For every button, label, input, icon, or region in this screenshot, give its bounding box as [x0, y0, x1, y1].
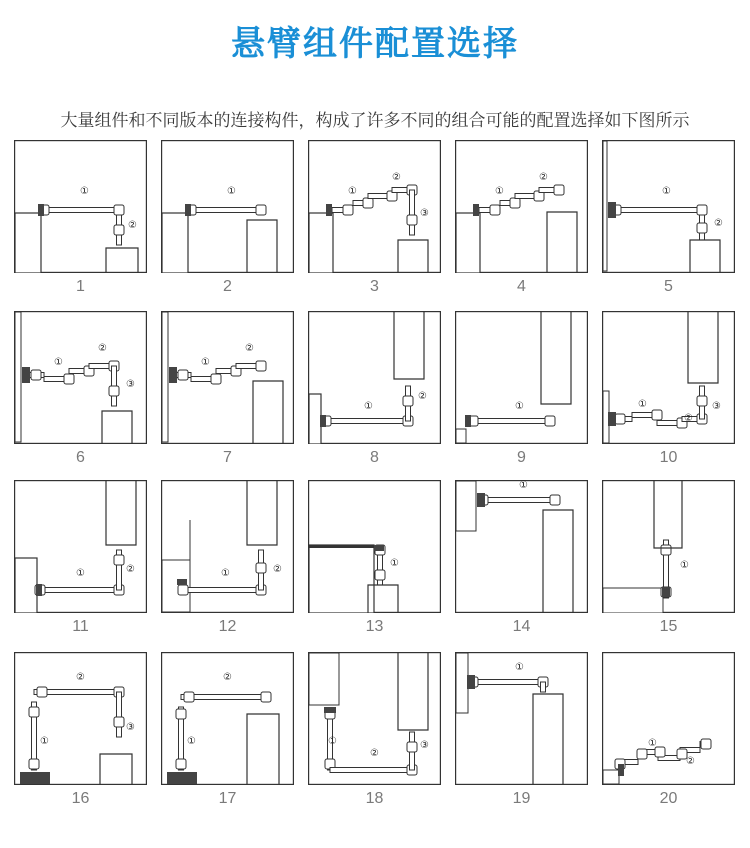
- diagram-drawing: [455, 140, 588, 273]
- diagram-drawing: [308, 311, 441, 444]
- component-label: ①: [519, 480, 528, 491]
- diagram-drawing: [602, 652, 735, 785]
- component-label: ①: [638, 399, 647, 410]
- configuration-diagram: [308, 311, 441, 444]
- component-label: ①: [227, 186, 236, 197]
- configuration-diagram: [161, 311, 294, 444]
- diagram-number: 1: [76, 278, 85, 295]
- diagram-drawing: [161, 311, 294, 444]
- component-label: ①: [80, 186, 89, 197]
- component-label: ①: [515, 401, 524, 412]
- diagram-drawing: [161, 480, 294, 613]
- component-label: ①: [680, 560, 689, 571]
- diagram-number: 11: [72, 618, 89, 635]
- component-label: ②: [714, 218, 723, 229]
- component-label: ②: [273, 564, 282, 575]
- component-label: ②: [392, 172, 401, 183]
- diagram-number: 6: [76, 449, 85, 466]
- diagram-drawing: [161, 652, 294, 785]
- diagram-drawing: [14, 480, 147, 613]
- diagram-drawing: [308, 480, 441, 613]
- diagram-number: 18: [365, 790, 384, 807]
- component-label: ①: [201, 357, 210, 368]
- diagram-number: 19: [512, 790, 531, 807]
- component-label: ①: [54, 357, 63, 368]
- configuration-diagram: [602, 652, 735, 785]
- diagram-drawing: [455, 652, 588, 785]
- configuration-diagram: [455, 480, 588, 613]
- component-label: ①: [187, 736, 196, 747]
- diagram-drawing: [308, 140, 441, 273]
- diagram-number: 20: [659, 790, 678, 807]
- diagram-drawing: [14, 652, 147, 785]
- configuration-diagram: [308, 140, 441, 273]
- diagram-number: 9: [517, 449, 526, 466]
- component-label: ①: [648, 738, 657, 749]
- diagram-drawing: [308, 652, 441, 785]
- component-label: ①: [328, 736, 337, 747]
- component-label: ①: [40, 736, 49, 747]
- diagram-number: 16: [71, 790, 90, 807]
- component-label: ①: [390, 558, 399, 569]
- diagram-drawing: [602, 140, 735, 273]
- component-label: ①: [495, 186, 504, 197]
- component-label: ①: [662, 186, 671, 197]
- diagram-number: 15: [659, 618, 678, 635]
- component-label: ②: [98, 343, 107, 354]
- diagram-drawing: [455, 311, 588, 444]
- configuration-diagram: [455, 311, 588, 444]
- page-title: 悬臂组件配置选择: [231, 24, 519, 64]
- configuration-diagram: [161, 480, 294, 613]
- component-label: ②: [76, 672, 85, 683]
- diagram-number: 8: [370, 449, 379, 466]
- component-label: ①: [76, 568, 85, 579]
- component-label: ③: [126, 722, 135, 733]
- configuration-diagram: [14, 140, 147, 273]
- diagram-drawing: [602, 311, 735, 444]
- diagram-number: 17: [218, 790, 237, 807]
- configuration-diagram: [14, 652, 147, 785]
- component-label: ②: [126, 564, 135, 575]
- configuration-diagram: [161, 652, 294, 785]
- component-label: ③: [420, 208, 429, 219]
- diagram-drawing: [602, 480, 735, 613]
- diagram-number: 12: [218, 618, 237, 635]
- diagram-drawing: [14, 311, 147, 444]
- configuration-diagram: [602, 480, 735, 613]
- diagram-drawing: [14, 140, 147, 273]
- component-label: ②: [684, 413, 693, 424]
- diagram-number: 7: [223, 449, 232, 466]
- component-label: ①: [515, 662, 524, 673]
- component-label: ③: [126, 379, 135, 390]
- configuration-diagram: [14, 480, 147, 613]
- diagram-number: 2: [223, 278, 232, 295]
- component-label: ②: [223, 672, 232, 683]
- diagram-number: 3: [370, 278, 379, 295]
- configuration-diagram: [161, 140, 294, 273]
- diagram-number: 10: [659, 449, 678, 466]
- component-label: ②: [128, 220, 137, 231]
- component-label: ②: [370, 748, 379, 759]
- component-label: ②: [686, 756, 695, 767]
- component-label: ③: [420, 740, 429, 751]
- configuration-diagram: [455, 652, 588, 785]
- component-label: ①: [348, 186, 357, 197]
- component-label: ③: [712, 401, 721, 412]
- configuration-diagram: [455, 140, 588, 273]
- configuration-diagram: [602, 311, 735, 444]
- diagram-drawing: [455, 480, 588, 613]
- page-subtitle: 大量组件和不同版本的连接构件，构成了许多不同的组合可能的配置选择如下图所示: [60, 111, 690, 131]
- diagram-number: 5: [664, 278, 673, 295]
- component-label: ①: [221, 568, 230, 579]
- diagram-number: 4: [517, 278, 526, 295]
- diagram-drawing: [161, 140, 294, 273]
- configuration-diagram: [14, 311, 147, 444]
- configuration-diagram: [308, 480, 441, 613]
- diagram-number: 14: [512, 618, 531, 635]
- component-label: ②: [539, 172, 548, 183]
- component-label: ②: [418, 391, 427, 402]
- component-label: ①: [364, 401, 373, 412]
- configuration-diagram: [308, 652, 441, 785]
- component-label: ②: [245, 343, 254, 354]
- diagram-number: 13: [365, 618, 384, 635]
- configuration-diagram: [602, 140, 735, 273]
